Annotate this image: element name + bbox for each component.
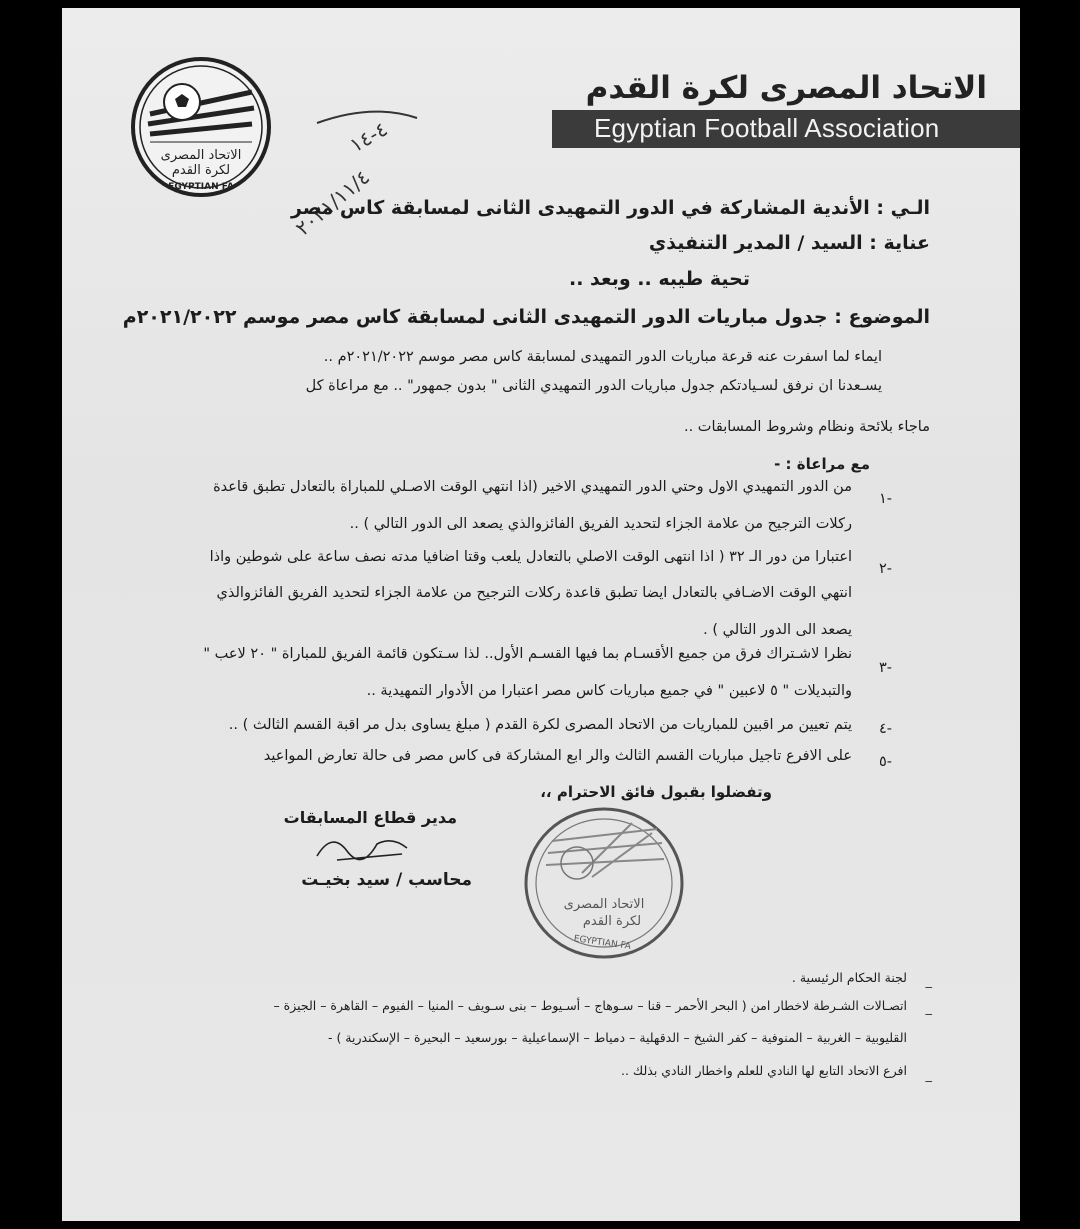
cc-2-line-2: القليوبية – الغربية – المنوفية – كفر الشيخ – الدقهلية – دمياط – الإسماعيلية – بورسعيد – البحيرة – الإسكندرية ) -: [327, 1030, 907, 1045]
logo-text-ar-1: الاتحاد المصرى: [160, 148, 242, 163]
seal-text-ar-2: لكرة القدم: [582, 914, 642, 929]
attention-text: السيد / المدير التنفيذي: [648, 232, 863, 254]
item-3-number: -٣: [878, 660, 892, 676]
item-3-line-1: نظرا لاشـتراك فرق من جميع الأقسـام بما فيها القسـم الأول.. لذا سـتكون قائمة الفريق للمباراة " ٢٠ لاعب ": [203, 646, 852, 662]
official-seal-icon: [522, 803, 687, 963]
logo-text-ar-2: لكرة القدم: [171, 163, 231, 178]
cc-1-dash: _: [925, 974, 932, 989]
subject-text: جدول مباريات الدور التمهيدى الثانى لمسابقة كاس مصر موسم ٢٠٢١/٢٠٢٢م: [122, 306, 828, 328]
subject-label: الموضوع :: [834, 306, 930, 328]
seal-text-ar-1: الاتحاد المصرى: [563, 897, 645, 912]
item-2-line-1: اعتبارا من دور الـ ٣٢ ( اذا انتهى الوقت الاصلي بالتعادل يلعب وقتا اضافيا مدته نصف ساعة على شوطين واذا: [209, 549, 852, 565]
item-1-number: -١: [878, 491, 892, 507]
letter-page: [62, 8, 1020, 1221]
paragraph-2-line-1: يسـعدنا ان نرفق لسـيادتكم جدول مباريات الدور التمهيدي الثانى " بدون جمهور" .. مع مراعاة كل: [305, 378, 882, 394]
attention-line: [562, 232, 930, 254]
greeting: تحية طيبه .. وبعد ..: [568, 268, 750, 290]
cc-2-line-1: اتصـالات الشـرطة لاخطار امن ( البحر الأحمر – قنا – سـوهاج – أسـيوط – بنى سـويف – المنيا – الفيوم – القاهرة – الجيزة –: [273, 998, 907, 1013]
signatory-title: مدير قطاع المسابقات: [283, 808, 457, 827]
recipient-line: [290, 197, 930, 219]
cc-2-dash: _: [925, 1001, 932, 1016]
handwritten-line-1: ٤-١٤: [345, 116, 392, 158]
item-5-number: -٥: [878, 754, 892, 770]
item-4-line-1: يتم تعيين مر اقبين للمباريات من الاتحاد المصرى لكرة القدم ( مبلغ يساوى بدل مر اقبة القسم الثالث ) ..: [228, 717, 852, 733]
paragraph-2-line-2: ماجاء بلائحة ونظام وشروط المسابقات ..: [683, 419, 930, 435]
closing-line: وتفضلوا بقبول فائق الاحترام ،،: [540, 783, 772, 801]
item-5-line-1: على الافرع تاجيل مباريات القسم الثالث والر ابع المشاركة فى كاس مصر فى حالة تعارض المواعيد: [263, 748, 852, 764]
item-1-line-2: ركلات الترجيح من علامة الجزاء لتحديد الفريق الفائزوالذي يصعد الى الدور التالي ) ..: [349, 516, 852, 532]
signatory-name: محاسب / سيد بخيـت: [301, 870, 472, 890]
item-2-number: -٢: [878, 561, 892, 577]
subject-line: [122, 306, 930, 328]
item-2-line-2: انتهي الوقت الاضـافي بالتعادل ايضا تطبق قاعدة ركلات الترجيح من علامة الجزاء لتحديد الفريق الفائزوالذي: [216, 585, 852, 601]
org-name-english: Egyptian Football Association: [594, 113, 940, 143]
recipient-text: الأندية المشاركة في الدور التمهيدى الثانى لمسابقة كاس مصر: [290, 197, 870, 219]
org-name-arabic: الاتحاد المصرى لكرة القدم: [585, 70, 987, 106]
recipient-label: الـي :: [876, 197, 930, 219]
item-4-number: -٤: [878, 721, 892, 737]
efa-logo-icon: [130, 56, 272, 198]
logo-text-en: EGYPTIAN FA: [168, 182, 234, 192]
item-1-line-1: من الدور التمهيدي الاول وحتي الدور التمهيدي الاخير (اذا انتهي الوقت الاصـلي للمباراة بالتعادل تطبق قاعدة: [213, 479, 852, 495]
attention-label: عناية :: [869, 232, 930, 254]
item-2-line-3: يصعد الى الدور التالي ) .: [703, 622, 852, 638]
org-name-bar: [552, 110, 1020, 148]
paragraph-1: ايماء لما اسفرت عنه قرعة مباريات الدور التمهيدى لمسابقة كاس مصر موسم ٢٠٢١/٢٠٢٢م ..: [323, 349, 882, 365]
handwritten-line-2: ٢٠٢١/١١/٤: [290, 164, 375, 241]
cc-3-line-1: افرع الاتحاد التابع لها النادي للعلم واخطار النادي بذلك ..: [621, 1063, 907, 1078]
handwritten-note: [277, 98, 427, 248]
signature-scribble-icon: [307, 826, 417, 866]
seal-text-en: EGYPTIAN FA: [573, 934, 632, 952]
notes-heading: مع مراعاة : -: [774, 455, 870, 473]
cc-1-line-1: لجنة الحكام الرئيسية .: [791, 970, 907, 985]
item-3-line-2: والتبديلات " ٥ لاعبين " في جميع مباريات كاس مصر اعتبارا من الأدوار التمهيدية ..: [366, 683, 852, 699]
cc-3-dash: _: [925, 1068, 932, 1083]
